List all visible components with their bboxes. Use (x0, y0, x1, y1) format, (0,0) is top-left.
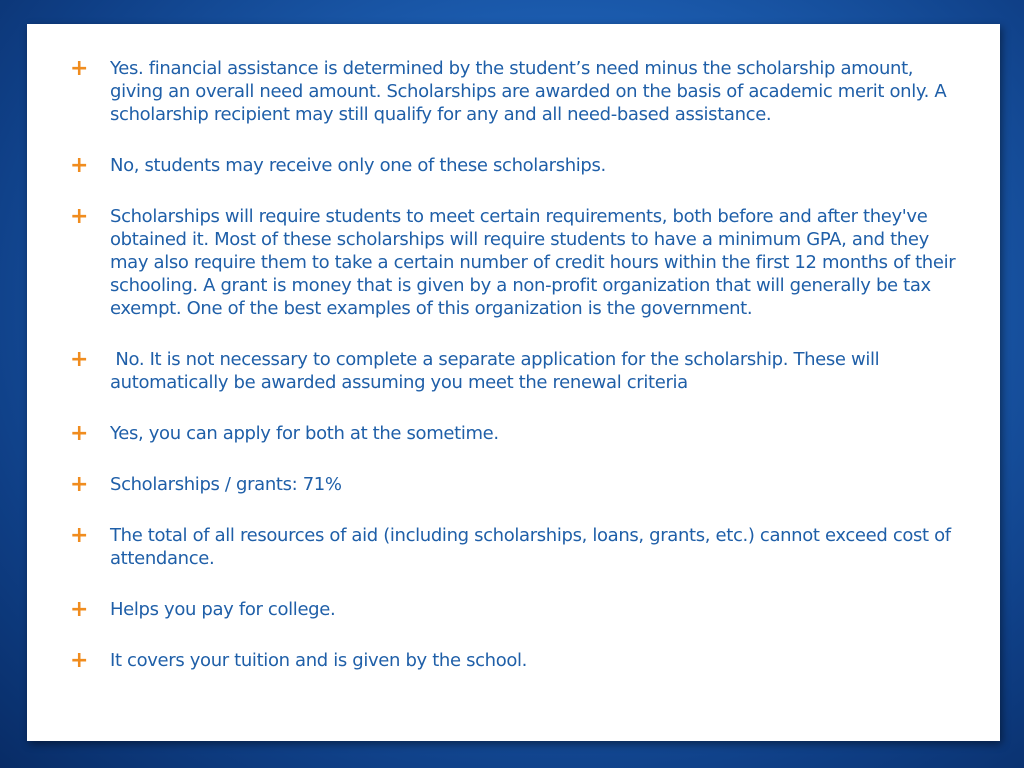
bullet-text: Scholarships / grants: 71% (110, 474, 342, 495)
bullet-item (70, 205, 970, 320)
bullet-text: No. It is not necessary to complete a separate application for the scholarship. These will automatically be awarded assuming you meet the renewal criteria (110, 349, 885, 393)
plus-icon: + (70, 523, 89, 548)
bullet-text: Yes, you can apply for both at the sometime. (110, 423, 499, 444)
plus-icon: + (70, 421, 89, 446)
bullet-list (70, 57, 970, 700)
plus-icon: + (70, 648, 89, 673)
bullet-item (70, 348, 970, 394)
plus-icon: + (70, 597, 89, 622)
bullet-text: Yes. financial assistance is determined by the student’s need minus the scholarship amount, giving an overall need amount. Scholarships are awarded on the basis of academic merit only. A scholarship recipient may still qualify for any and all need-based assistance. (110, 58, 947, 125)
slide-content-panel (27, 24, 1000, 741)
plus-icon: + (70, 56, 89, 81)
bullet-text: The total of all resources of aid (including scholarships, loans, grants, etc.) cannot exceed cost of attendance. (110, 525, 951, 569)
plus-icon: + (70, 472, 89, 497)
bullet-item (70, 154, 970, 177)
plus-icon: + (70, 153, 89, 178)
bullet-item (70, 422, 970, 445)
bullet-item (70, 598, 970, 621)
bullet-item (70, 57, 970, 126)
bullet-item (70, 524, 970, 570)
bullet-item (70, 649, 970, 672)
plus-icon: + (70, 347, 89, 372)
bullet-text: No, students may receive only one of these scholarships. (110, 155, 606, 176)
bullet-item (70, 473, 970, 496)
bullet-text: Helps you pay for college. (110, 599, 336, 620)
bullet-text: Scholarships will require students to meet certain requirements, both before and after they've obtained it. Most of these scholarships will require students to have a minimum GPA, and they may also require them to take a certain number of credit hours within the first 12 months of their schooling. A grant is money that is given by a non-profit organization that will generally be tax exempt. One of the best examples of this organization is the government. (110, 206, 956, 319)
plus-icon: + (70, 204, 89, 229)
bullet-text: It covers your tuition and is given by the school. (110, 650, 528, 671)
